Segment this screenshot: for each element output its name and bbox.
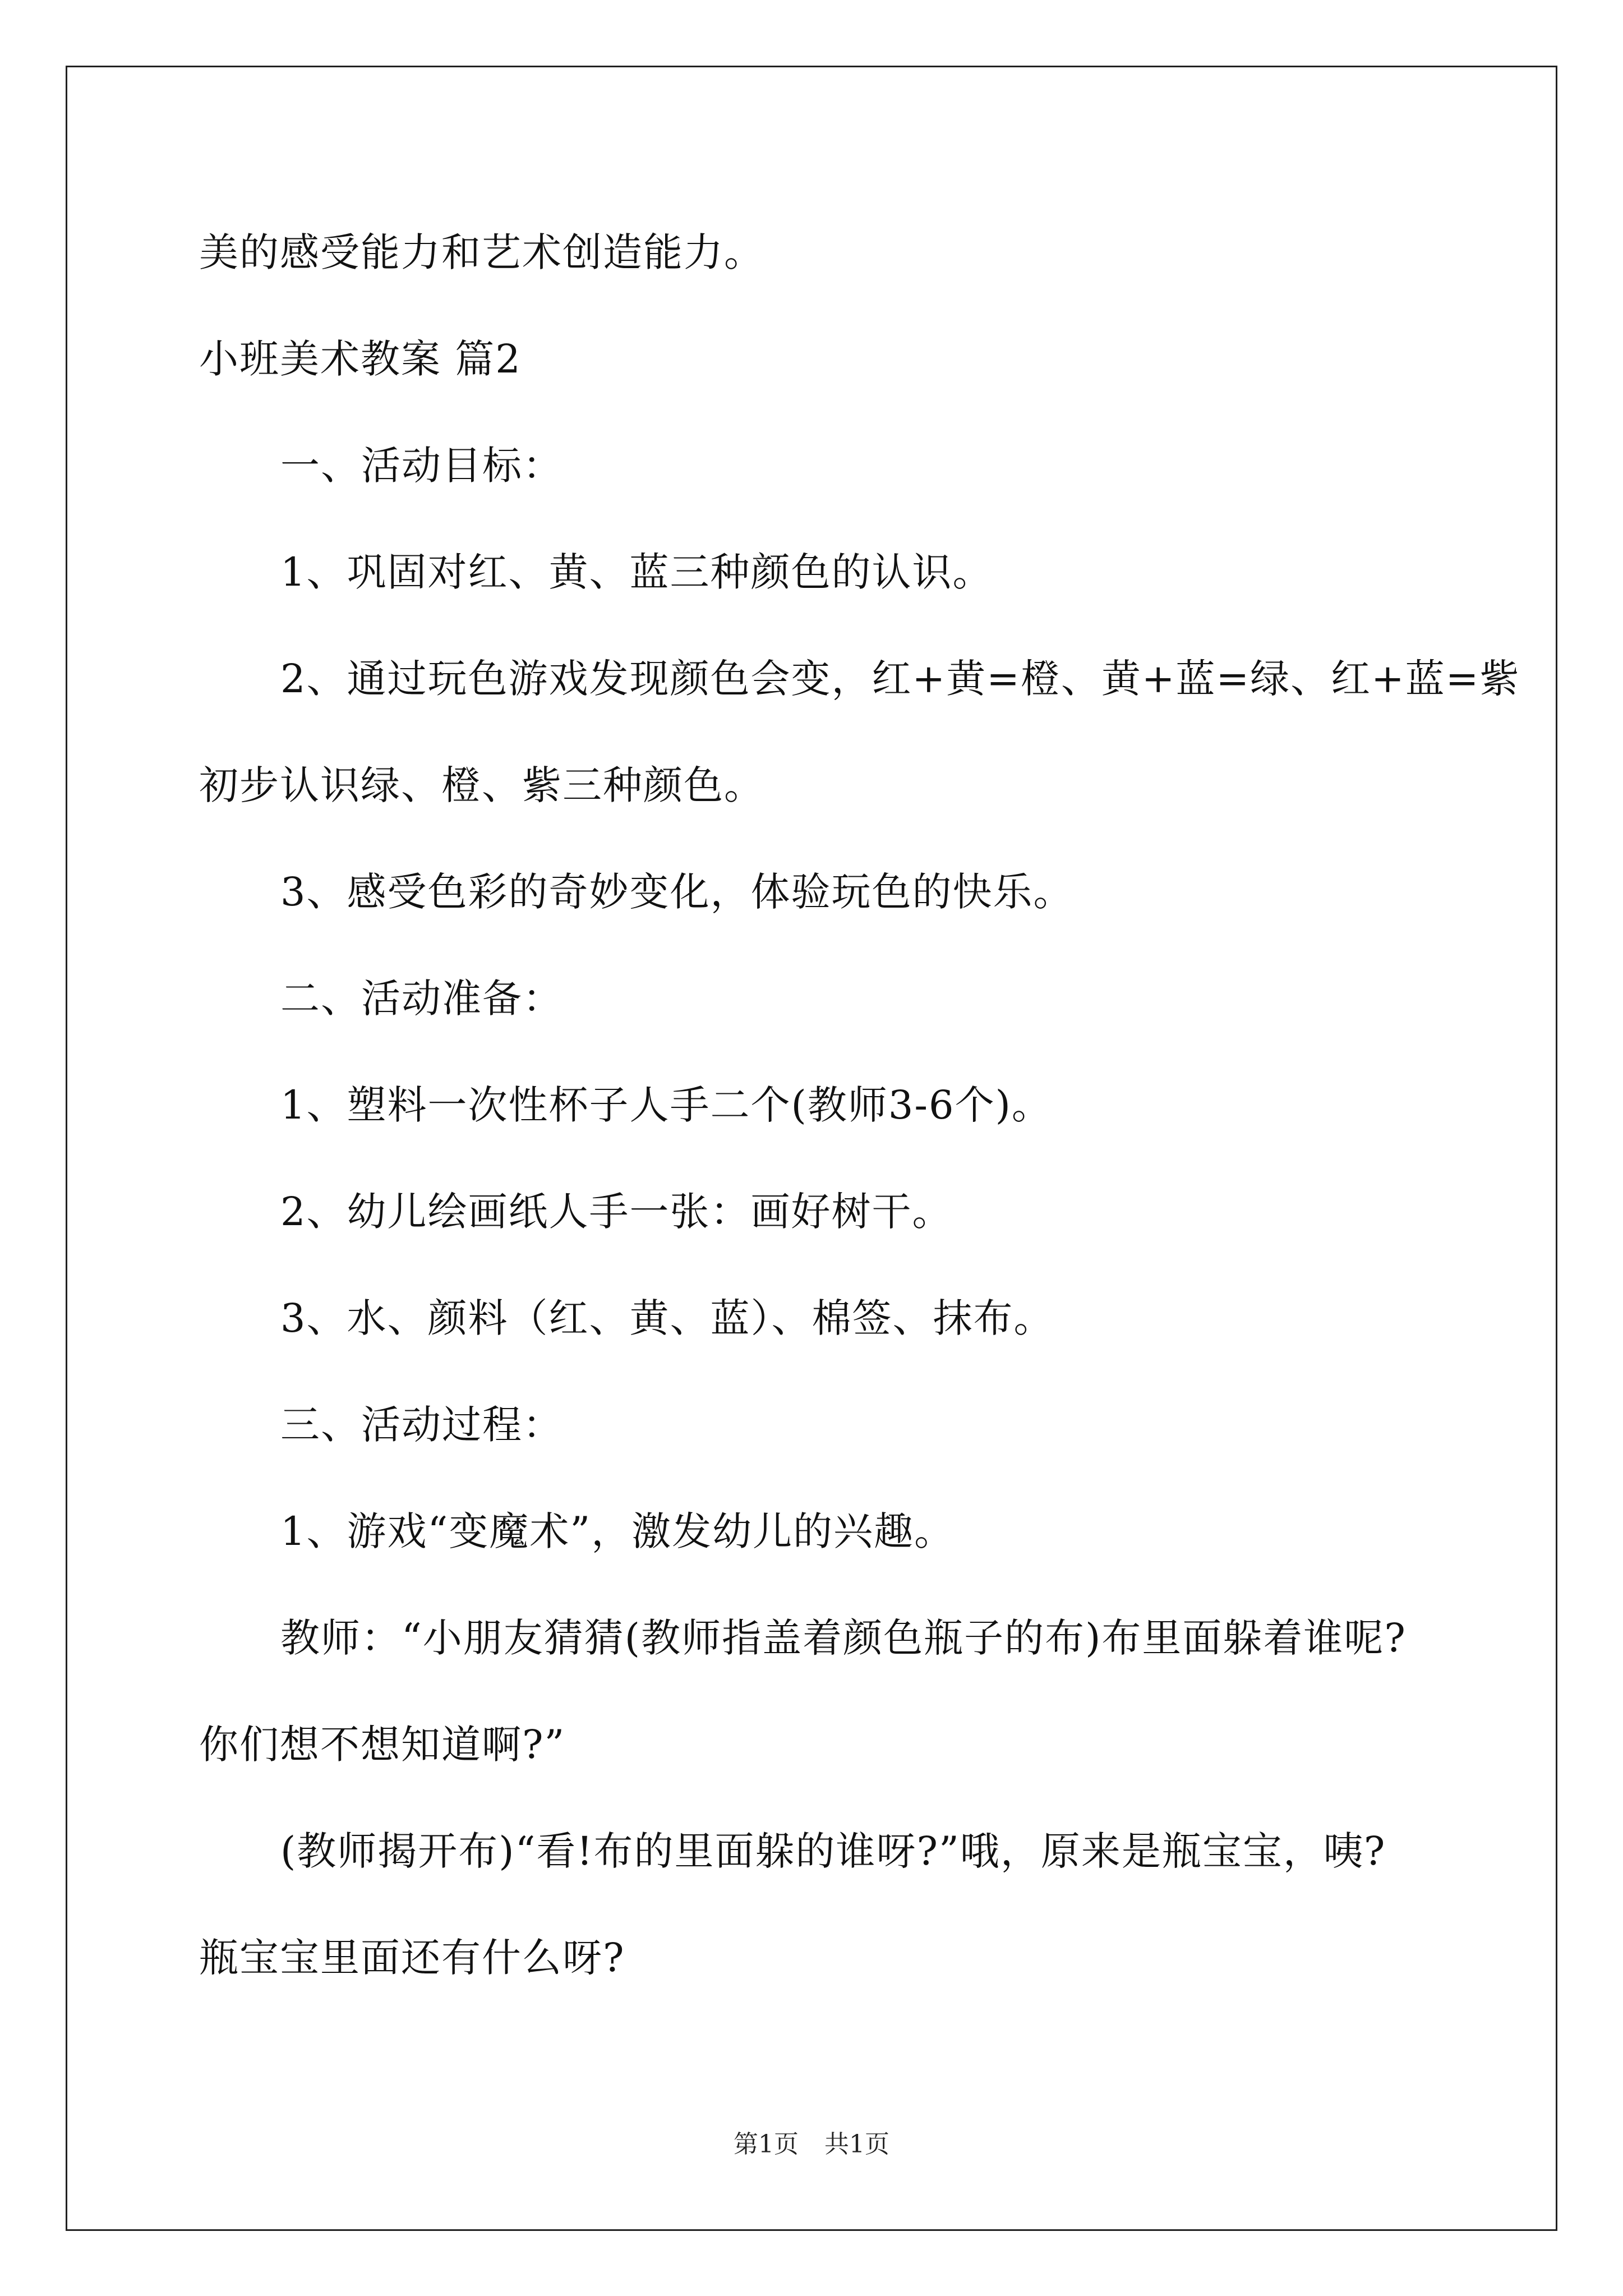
text-line: 三、活动过程：: [280, 1402, 563, 1448]
text-line: 3、感受色彩的奇妙变化，体验玩色的快乐。: [280, 869, 1074, 915]
text-line: 1、巩固对红、黄、蓝三种颜色的认识。: [280, 549, 993, 595]
page-total: 共1页: [824, 2130, 889, 2159]
page-border: [66, 66, 1557, 2231]
text-line: 2、幼儿绘画纸人手一张：画好树干。: [280, 1189, 953, 1235]
text-line: 1、游戏“变魔术”，激发幼儿的兴趣。: [280, 1508, 955, 1554]
text-line: 2、通过玩色游戏发现颜色会变，红+黄=橙、黄+蓝=绿、红+蓝=紫: [280, 656, 1520, 702]
text-line: 一、活动目标：: [280, 443, 563, 489]
page-footer: [0, 2129, 1623, 2160]
section-heading: 小班美术教案 篇2: [199, 336, 522, 382]
text-line: 初步认识绿、橙、紫三种颜色。: [199, 762, 764, 808]
text-line: 教师：“小朋友猜猜(教师指盖着颜色瓶子的布)布里面躲着谁呢?: [280, 1615, 1407, 1661]
page-number: 第1页: [734, 2130, 799, 2159]
text-line: 瓶宝宝里面还有什么呀?: [199, 1935, 625, 1981]
text-line: 美的感受能力和艺术创造能力。: [199, 229, 764, 275]
text-line: 1、塑料一次性杯子人手二个(教师3-6个)。: [280, 1082, 1052, 1128]
text-line: 你们想不想知道啊?”: [199, 1722, 566, 1768]
text-line: 3、水、颜料（红、黄、蓝）、棉签、抹布。: [280, 1295, 1054, 1341]
text-line: 二、活动准备：: [280, 976, 563, 1022]
text-line: (教师揭开布)“看!布的里面躲的谁呀?”哦，原来是瓶宝宝，咦?: [280, 1828, 1386, 1874]
